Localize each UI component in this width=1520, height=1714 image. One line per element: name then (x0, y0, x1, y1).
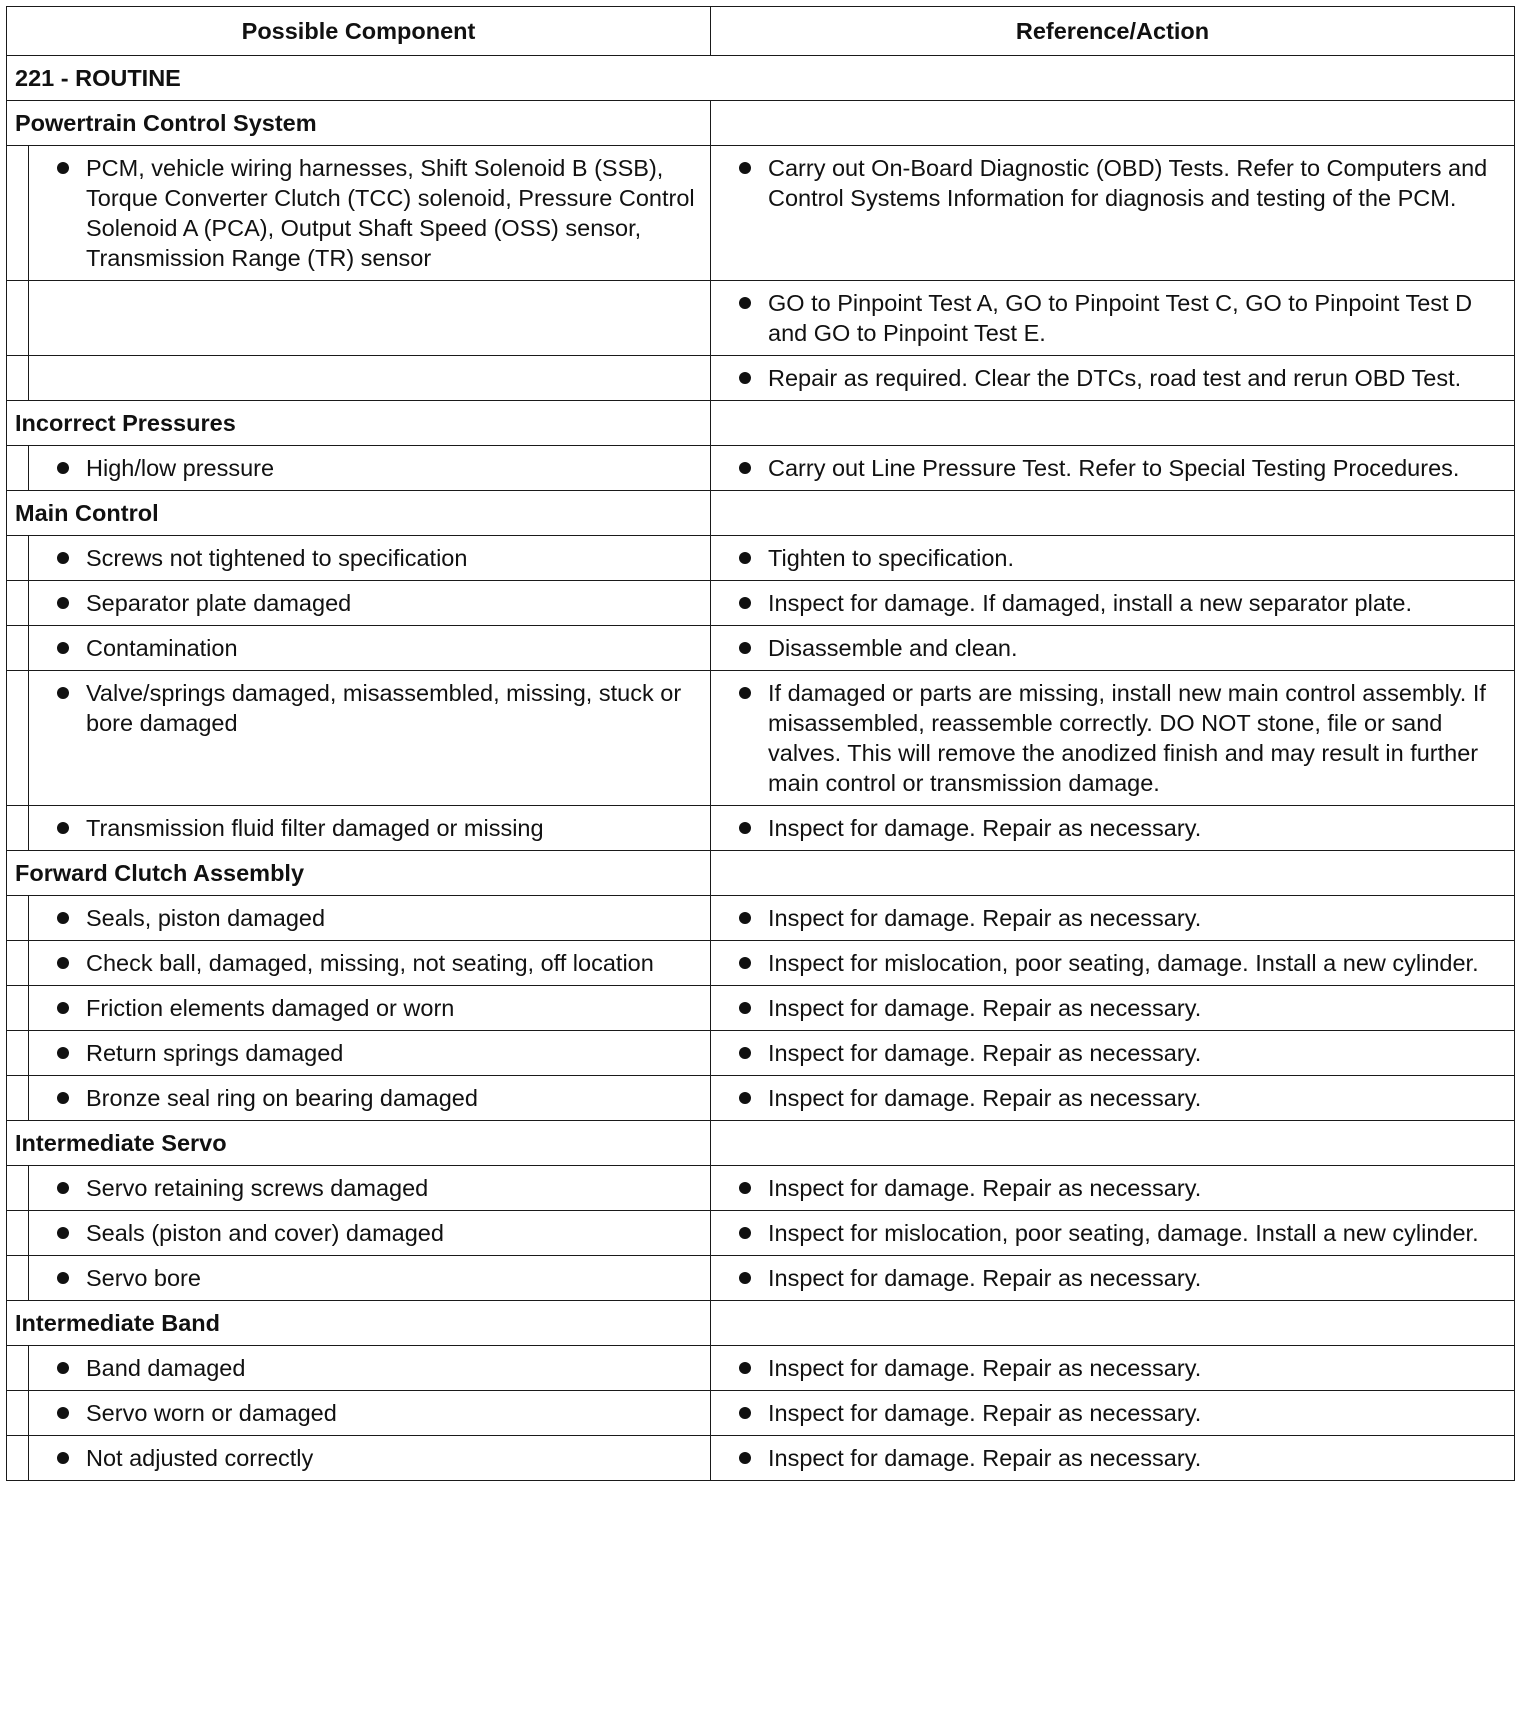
component-cell (29, 941, 711, 986)
action-item-text: Inspect for mislocation, poor seating, damage. Install a new cylinder. (768, 950, 1479, 976)
component-item-text: Bronze seal ring on bearing damaged (86, 1085, 478, 1111)
indent-cell (7, 356, 29, 401)
component-cell (29, 536, 711, 581)
action-item (739, 1353, 1506, 1383)
table-row (7, 1256, 1515, 1301)
bullet-icon (739, 1002, 751, 1014)
indent-cell (7, 806, 29, 851)
indent-cell (7, 446, 29, 491)
component-item (57, 453, 702, 483)
action-cell (711, 671, 1515, 806)
bullet-icon (57, 1272, 69, 1284)
table-row (7, 1391, 1515, 1436)
bullet-icon (57, 1047, 69, 1059)
table-row (7, 1436, 1515, 1481)
section-row (7, 1301, 1515, 1346)
action-item (739, 813, 1506, 843)
action-item-text: Inspect for damage. Repair as necessary. (768, 1355, 1202, 1381)
component-item-text: Transmission fluid filter damaged or missing (86, 815, 544, 841)
indent-cell (7, 281, 29, 356)
indent-cell (7, 896, 29, 941)
component-item (57, 1398, 702, 1428)
bullet-icon (57, 1092, 69, 1104)
action-item (739, 588, 1506, 618)
bullet-icon (739, 1407, 751, 1419)
table-row (7, 281, 1515, 356)
action-item (739, 993, 1506, 1023)
bullet-icon (739, 1092, 751, 1104)
component-cell (29, 1166, 711, 1211)
component-cell (29, 356, 711, 401)
action-cell (711, 1076, 1515, 1121)
action-cell (711, 941, 1515, 986)
action-cell (711, 806, 1515, 851)
component-item (57, 903, 702, 933)
action-item (739, 453, 1506, 483)
section-title: Incorrect Pressures (7, 401, 711, 446)
action-item (739, 633, 1506, 663)
section-action-empty (711, 1121, 1515, 1166)
table-row (7, 536, 1515, 581)
action-cell (711, 1436, 1515, 1481)
bullet-icon (739, 1182, 751, 1194)
table-row (7, 671, 1515, 806)
component-item-text: PCM, vehicle wiring harnesses, Shift Solenoid B (SSB), Torque Converter Clutch (TCC) solenoid, Pressure Control Solenoid A (PCA), Output Shaft Speed (OSS) sensor, Transmission Range (TR) sensor (86, 155, 695, 271)
component-item (57, 993, 702, 1023)
bullet-icon (739, 552, 751, 564)
table-row (7, 896, 1515, 941)
table-row (7, 1076, 1515, 1121)
action-cell (711, 281, 1515, 356)
action-cell (711, 581, 1515, 626)
component-cell (29, 1256, 711, 1301)
bullet-icon (57, 642, 69, 654)
bullet-icon (57, 1452, 69, 1464)
indent-cell (7, 1346, 29, 1391)
bullet-icon (57, 822, 69, 834)
component-cell (29, 1391, 711, 1436)
component-cell (29, 281, 711, 356)
action-item (739, 543, 1506, 573)
action-cell (711, 1166, 1515, 1211)
action-item (739, 1218, 1506, 1248)
table-row (7, 1031, 1515, 1076)
component-item-text: Contamination (86, 635, 238, 661)
component-item-text: Check ball, damaged, missing, not seating, off location (86, 950, 654, 976)
bullet-icon (739, 1452, 751, 1464)
bullet-icon (739, 822, 751, 834)
action-item (739, 288, 1506, 348)
action-item-text: Inspect for damage. Repair as necessary. (768, 1265, 1202, 1291)
bullet-icon (739, 1047, 751, 1059)
component-item (57, 588, 702, 618)
component-item (57, 948, 702, 978)
header-row (7, 7, 1515, 56)
action-item (739, 1443, 1506, 1473)
action-item-text: Inspect for damage. Repair as necessary. (768, 1085, 1202, 1111)
action-item-text: Inspect for damage. Repair as necessary. (768, 815, 1202, 841)
indent-cell (7, 626, 29, 671)
component-cell (29, 146, 711, 281)
action-cell (711, 626, 1515, 671)
action-item (739, 1038, 1506, 1068)
table-row (7, 941, 1515, 986)
section-title: Intermediate Servo (7, 1121, 711, 1166)
table-row (7, 581, 1515, 626)
action-item (739, 678, 1506, 798)
action-item-text: If damaged or parts are missing, install new main control assembly. If misassembled, reassemble correctly. DO NOT stone, file or sand valves. This will remove the anodized finish and may result in further main control or transmission damage. (768, 680, 1486, 796)
component-cell (29, 1031, 711, 1076)
action-item-text: Tighten to specification. (768, 545, 1015, 571)
bullet-icon (57, 1407, 69, 1419)
bullet-icon (57, 1182, 69, 1194)
component-item-text: Return springs damaged (86, 1040, 344, 1066)
section-row (7, 491, 1515, 536)
component-cell (29, 806, 711, 851)
component-item (57, 1443, 702, 1473)
section-action-empty (711, 491, 1515, 536)
section-title: Powertrain Control System (7, 101, 711, 146)
action-item-text: Inspect for damage. Repair as necessary. (768, 1400, 1202, 1426)
component-item-text: Servo retaining screws damaged (86, 1175, 429, 1201)
action-item (739, 1398, 1506, 1428)
section-action-empty (711, 1301, 1515, 1346)
action-item-text: GO to Pinpoint Test A, GO to Pinpoint Test C, GO to Pinpoint Test D and GO to Pinpoint Test E. (768, 290, 1473, 346)
action-item (739, 903, 1506, 933)
component-cell (29, 896, 711, 941)
component-item-text: Friction elements damaged or worn (86, 995, 455, 1021)
table-row (7, 626, 1515, 671)
component-cell (29, 446, 711, 491)
component-item (57, 678, 702, 738)
component-item-text: Servo worn or damaged (86, 1400, 337, 1426)
action-item-text: Repair as required. Clear the DTCs, road test and rerun OBD Test. (768, 365, 1462, 391)
component-item (57, 1353, 702, 1383)
indent-cell (7, 671, 29, 806)
section-row (7, 401, 1515, 446)
bullet-icon (739, 1227, 751, 1239)
bullet-icon (57, 1002, 69, 1014)
component-item (57, 1038, 702, 1068)
component-item-text: Separator plate damaged (86, 590, 352, 616)
bullet-icon (739, 297, 751, 309)
bullet-icon (57, 462, 69, 474)
indent-cell (7, 536, 29, 581)
action-cell (711, 1346, 1515, 1391)
indent-cell (7, 1391, 29, 1436)
action-item-text: Disassemble and clean. (768, 635, 1018, 661)
indent-cell (7, 581, 29, 626)
component-item (57, 543, 702, 573)
section-title: Forward Clutch Assembly (7, 851, 711, 896)
action-item-text: Inspect for mislocation, poor seating, damage. Install a new cylinder. (768, 1220, 1479, 1246)
action-cell (711, 536, 1515, 581)
component-cell (29, 1436, 711, 1481)
action-item (739, 948, 1506, 978)
action-item-text: Carry out Line Pressure Test. Refer to Special Testing Procedures. (768, 455, 1460, 481)
action-item (739, 1263, 1506, 1293)
bullet-icon (739, 912, 751, 924)
table-row (7, 1166, 1515, 1211)
component-item (57, 1263, 702, 1293)
bullet-icon (57, 687, 69, 699)
component-item-text: Screws not tightened to specification (86, 545, 468, 571)
component-item (57, 1218, 702, 1248)
section-row (7, 851, 1515, 896)
component-item-text: Seals, piston damaged (86, 905, 326, 931)
action-item-text: Inspect for damage. Repair as necessary. (768, 1040, 1202, 1066)
action-item (739, 1083, 1506, 1113)
table-row (7, 1346, 1515, 1391)
component-item-text: Not adjusted correctly (86, 1445, 314, 1471)
component-item (57, 153, 702, 273)
bullet-icon (739, 462, 751, 474)
indent-cell (7, 1436, 29, 1481)
bullet-icon (57, 1362, 69, 1374)
section-title: Intermediate Band (7, 1301, 711, 1346)
action-cell (711, 986, 1515, 1031)
bullet-icon (739, 372, 751, 384)
indent-cell (7, 1256, 29, 1301)
table-row (7, 986, 1515, 1031)
action-item-text: Inspect for damage. Repair as necessary. (768, 1175, 1202, 1201)
table-body (7, 56, 1515, 1481)
action-cell (711, 446, 1515, 491)
component-item (57, 1083, 702, 1113)
action-cell (711, 146, 1515, 281)
bullet-icon (57, 957, 69, 969)
component-cell (29, 1211, 711, 1256)
component-item (57, 633, 702, 663)
bullet-icon (57, 912, 69, 924)
component-cell (29, 1076, 711, 1121)
table-row (7, 1211, 1515, 1256)
section-row (7, 101, 1515, 146)
table-row (7, 356, 1515, 401)
action-item-text: Inspect for damage. Repair as necessary. (768, 1445, 1202, 1471)
bullet-icon (739, 1362, 751, 1374)
bullet-icon (57, 597, 69, 609)
bullet-icon (739, 162, 751, 174)
component-item-text: High/low pressure (86, 455, 275, 481)
bullet-icon (739, 687, 751, 699)
section-title: Main Control (7, 491, 711, 536)
indent-cell (7, 146, 29, 281)
action-item (739, 153, 1506, 213)
action-cell (711, 1256, 1515, 1301)
action-item-text: Inspect for damage. If damaged, install a new separator plate. (768, 590, 1413, 616)
section-action-empty (711, 401, 1515, 446)
component-item-text: Band damaged (86, 1355, 246, 1381)
action-cell (711, 1031, 1515, 1076)
component-cell (29, 581, 711, 626)
bullet-icon (57, 552, 69, 564)
bullet-icon (739, 1272, 751, 1284)
routine-label: 221 - ROUTINE (7, 56, 1515, 101)
diagnostic-table-container (6, 6, 1514, 1481)
action-item (739, 1173, 1506, 1203)
indent-cell (7, 1076, 29, 1121)
action-item (739, 363, 1506, 393)
component-item-text: Seals (piston and cover) damaged (86, 1220, 444, 1246)
routine-row (7, 56, 1515, 101)
component-cell (29, 626, 711, 671)
indent-cell (7, 1031, 29, 1076)
component-cell (29, 671, 711, 806)
action-cell (711, 896, 1515, 941)
component-item-text: Valve/springs damaged, misassembled, missing, stuck or bore damaged (86, 680, 682, 736)
action-cell (711, 1211, 1515, 1256)
section-action-empty (711, 851, 1515, 896)
component-item (57, 813, 702, 843)
component-cell (29, 986, 711, 1031)
section-action-empty (711, 101, 1515, 146)
header-possible-component: Possible Component (7, 7, 711, 56)
bullet-icon (739, 642, 751, 654)
table-row (7, 806, 1515, 851)
action-cell (711, 1391, 1515, 1436)
indent-cell (7, 1166, 29, 1211)
bullet-icon (739, 957, 751, 969)
component-item-text: Servo bore (86, 1265, 201, 1291)
action-item-text: Inspect for damage. Repair as necessary. (768, 905, 1202, 931)
component-item (57, 1173, 702, 1203)
diagnostic-table (6, 6, 1515, 1481)
indent-cell (7, 941, 29, 986)
bullet-icon (739, 597, 751, 609)
table-row (7, 446, 1515, 491)
indent-cell (7, 1211, 29, 1256)
header-reference-action: Reference/Action (711, 7, 1515, 56)
table-row (7, 146, 1515, 281)
bullet-icon (57, 162, 69, 174)
action-item-text: Carry out On-Board Diagnostic (OBD) Tests. Refer to Computers and Control Systems Information for diagnosis and testing of the PCM. (768, 155, 1488, 211)
indent-cell (7, 986, 29, 1031)
component-cell (29, 1346, 711, 1391)
bullet-icon (57, 1227, 69, 1239)
section-row (7, 1121, 1515, 1166)
action-cell (711, 356, 1515, 401)
action-item-text: Inspect for damage. Repair as necessary. (768, 995, 1202, 1021)
